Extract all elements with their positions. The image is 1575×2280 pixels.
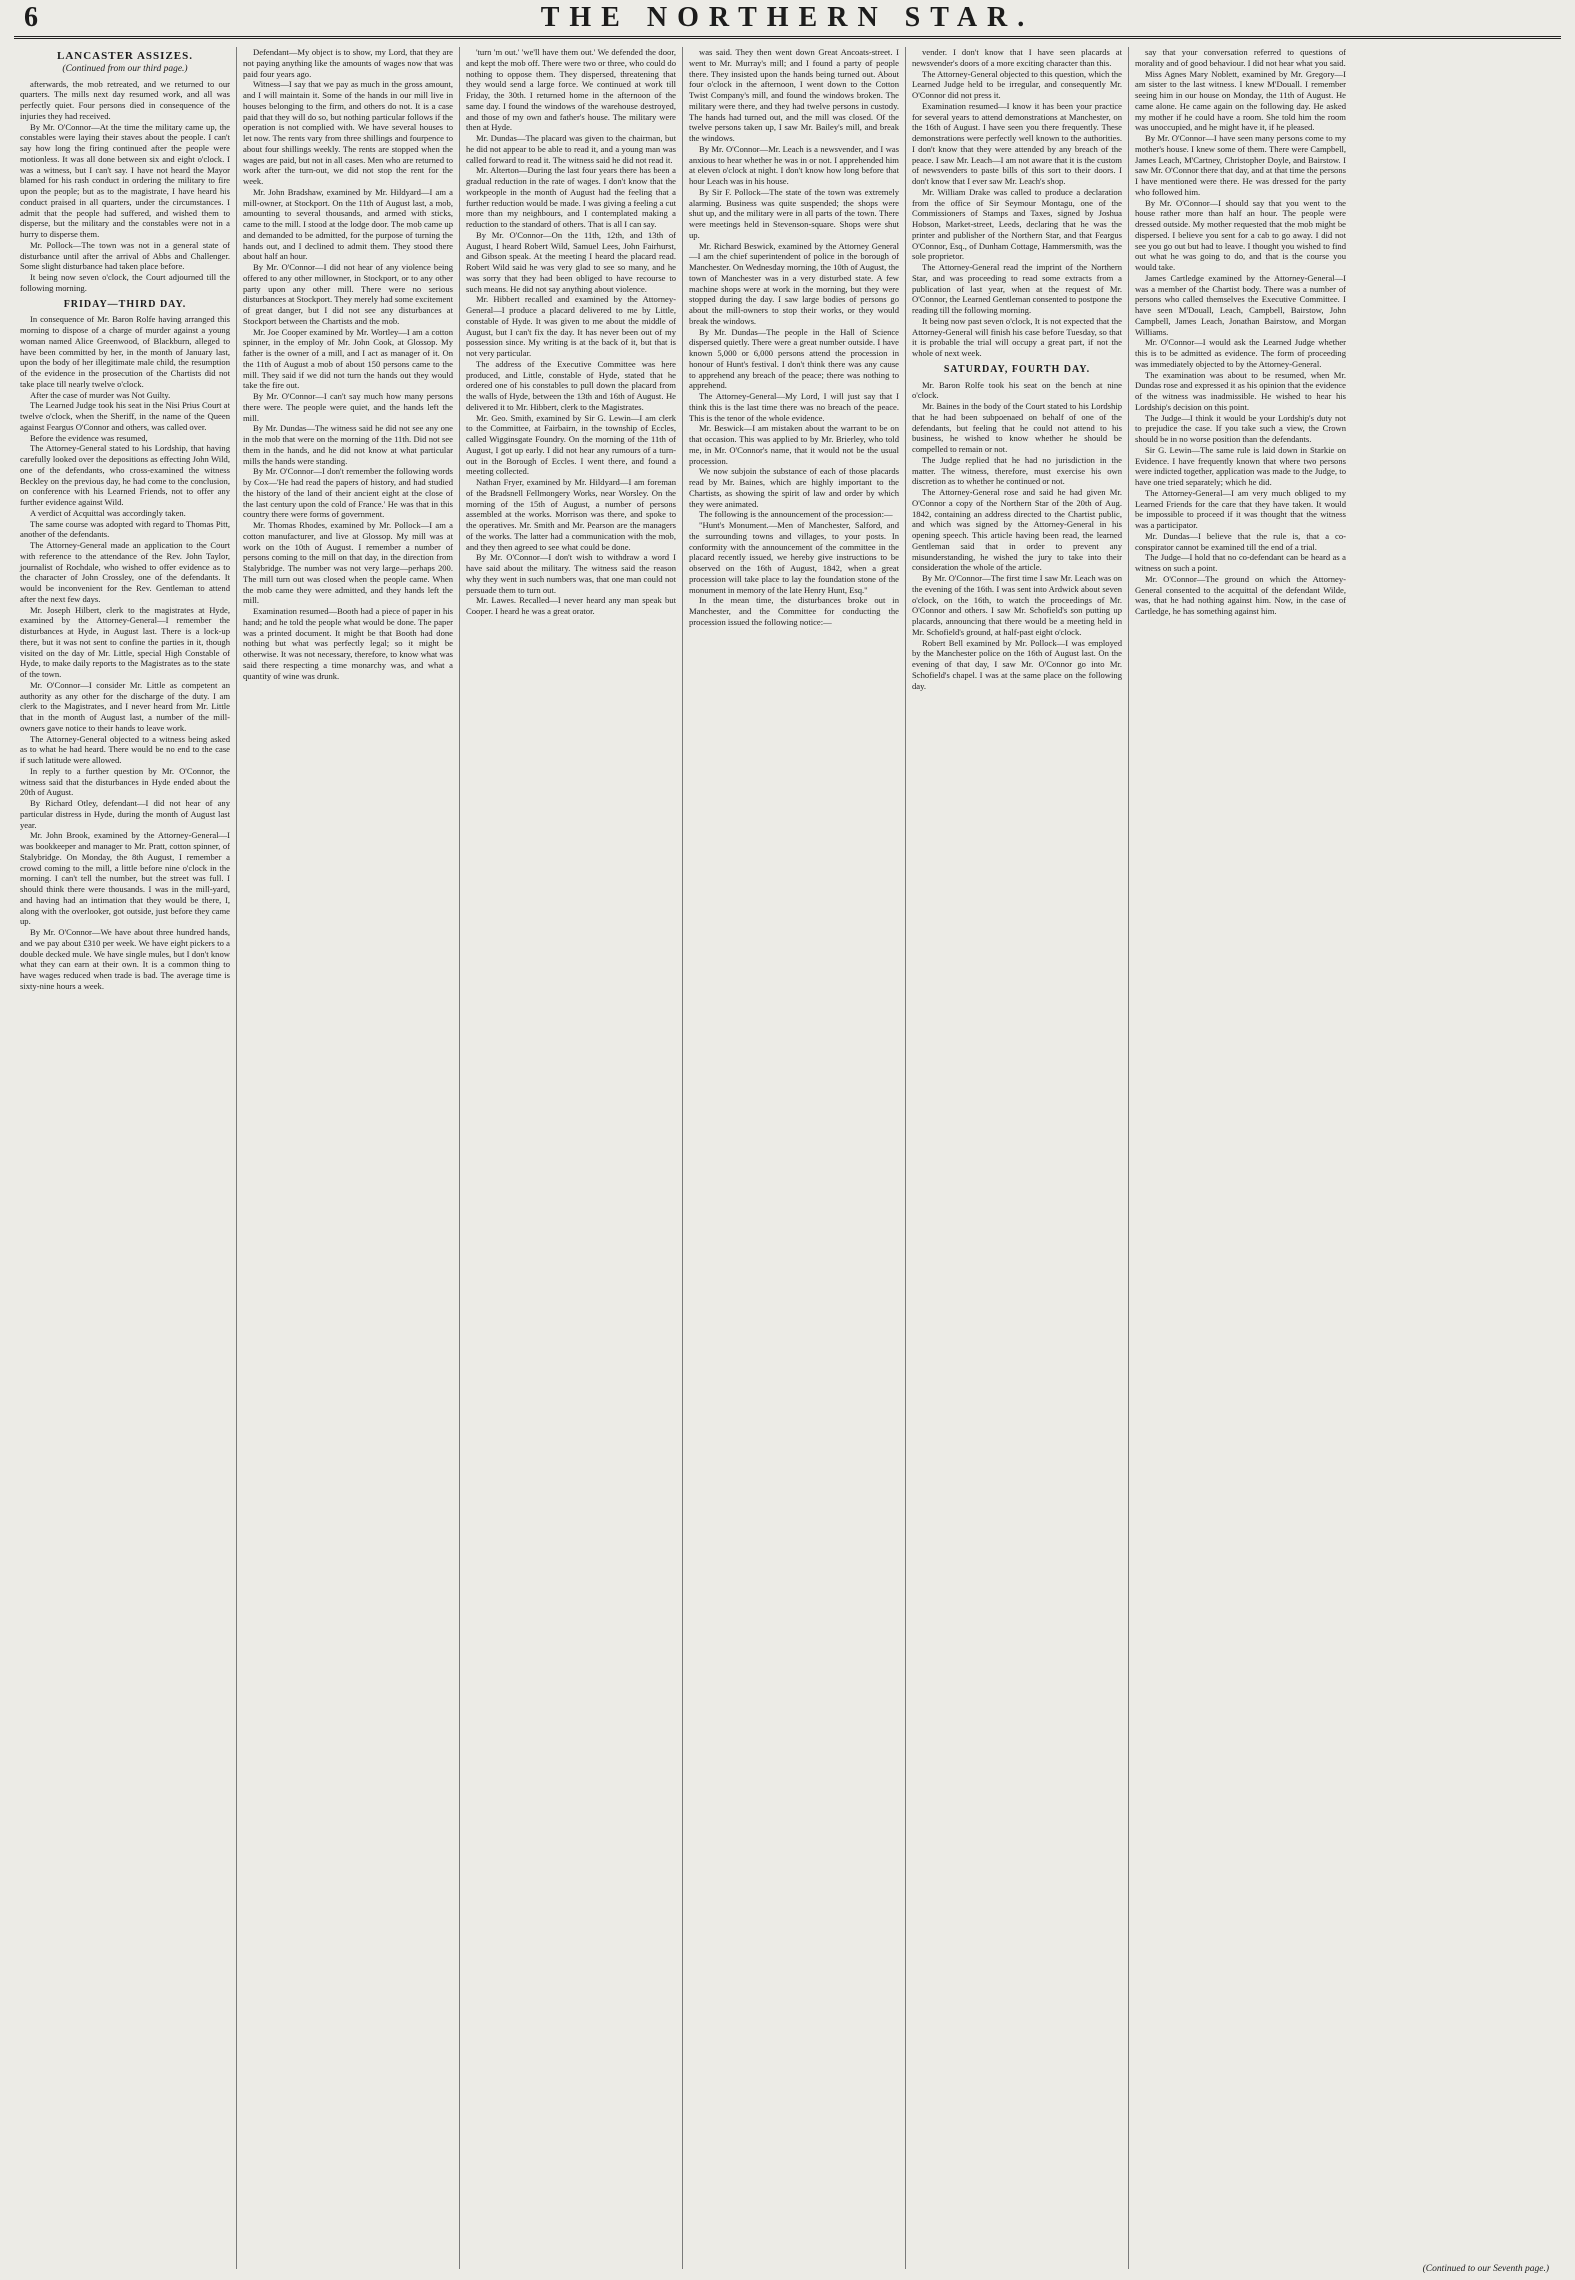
- paragraph: Nathan Fryer, examined by Mr. Hildyard—I am foreman of the Bradsnell Fellmongery Works, near Worsley. On the morning of the 15th of August, a number of persons assembled at the works. Morrison was there, and spoke to the operatives. Mr. Smith and Mr. Pearson are the managers of the works. The latter had a communication with the mob, and they then agreed to see what could be done.: [466, 477, 676, 552]
- page-number: 6: [24, 2, 38, 33]
- paragraph: Mr. Alterton—During the last four years there has been a gradual reduction in the rate of wages. I don't know that the workpeople in the month of August had the feeling that a further reduction would be made. I was giving a feeling a cut more than my neighbours, and I contemplated making a reduction to the standard of others. That is all I can say.: [466, 165, 676, 229]
- paragraph: Mr. Richard Beswick, examined by the Attorney General—I am the chief superintendent of police in the borough of Manchester. On Wednesday morning, the 10th of August, the town of Manchester was in a very disturbed state. A few machine shops were at work in the morning, but they were stopped during the day. I saw large bodies of persons go about the mill-owners to stop their works, or they would break the windows.: [689, 240, 899, 326]
- paragraph: By Mr. O'Connor—I have seen many persons come to my mother's house. I knew some of them. There were Campbell, James Leach, M'Cartney, Christopher Doyle, and Bairstow. I saw Mr. O'Connor there that day, and at that time the persons I have mentioned were there. He was dressed for the party who followed him.: [1135, 133, 1346, 197]
- paragraph: The Judge—I think it would be your Lordship's duty not to prejudice the case. If you take such a view, the Crown should be in no worse position than the defendants.: [1135, 412, 1346, 444]
- paragraph: The Attorney-General—I am very much obliged to my Learned Friends for the care that they have taken. It would be impossible to proceed if it was thought that the witness was a participator.: [1135, 487, 1346, 530]
- paragraph: The Attorney-General—My Lord, I will just say that I think this is the last time there was no breach of the peace. This is the tenor of the whole evidence.: [689, 391, 899, 423]
- paragraph: Mr. Baron Rolfe took his seat on the bench at nine o'clock.: [912, 379, 1122, 401]
- paragraph: It being now past seven o'clock, It is not expected that the Attorney-General will finish his case before Tuesday, so that it is probable the trial will occupy a great part, if not the whole of next week.: [912, 315, 1122, 358]
- paragraph: "Hunt's Monument.—Men of Manchester, Salford, and the surrounding towns and villages, to your posts. In conformity with the announcement of the committee in the placard recently issued, we hereby give instructions to be observed on the 16th of August, 1842, when a great procession will take place to lay the foundation stone of the monument in memory of the late Henry Hunt, Esq.": [689, 520, 899, 595]
- paragraph: By Richard Otley, defendant—I did not hear of any particular distress in Hyde, during the month of August last year.: [20, 798, 230, 830]
- continued-note-wrap: [1419, 2264, 1553, 2274]
- paragraph: Mr. Baines in the body of the Court stated to his Lordship that he had been subpoenaed on behalf of one of the defendants, but feeling that he could not attend to his business, he wished to know whether he should be compelled to remain or not.: [912, 401, 1122, 454]
- paragraph: Examination resumed—I know it has been your practice for several years to attend demonstrations at Manchester, on the 16th of August. I have seen you there frequently. These demonstrations were perfectly well known to the authorities. I don't know that they were attended by any breach of the peace. I saw Mr. Leach—I am not aware that it is the custom of newsvenders to paste bills of this sort to their doors. I don't know that I ever saw Mr. Leach's shop.: [912, 100, 1122, 186]
- paragraph: Miss Agnes Mary Noblett, examined by Mr. Gregory—I am sister to the last witness. I knew M'Douall. I remember seeing him in our house on Monday, the 11th of August. He came alone. He came again on the following day. He asked my mother if he could have a room. She told him the room was unoccupied, and he might have it, if he pleased.: [1135, 68, 1346, 133]
- paragraph: afterwards, the mob retreated, and we returned to our quarters. The mills next day resumed work, and all was perfectly quiet. Four persons died in consequence of the injuries they had received.: [20, 78, 230, 121]
- paragraph: say that your conversation referred to questions of morality and of good behaviour. I did not hear what you said.: [1135, 47, 1346, 68]
- paragraph: Mr. Geo. Smith, examined by Sir G. Lewin—I am clerk to the Committee, at Fairbairn, in the township of Eccles, called Wigginsgate Foundry. On the morning of the 11th of August, I got up early. I did not hear any rumours of a turn-out in the Borough of Eccles. I went there, and found a meeting collected.: [466, 412, 676, 477]
- continued-note: (Continued to our Seventh page.): [1422, 2264, 1549, 2274]
- column-5: [906, 47, 1129, 2269]
- paragraph: The Attorney-General objected to this question, which the Learned Judge held to be irregular, and consequently Mr. O'Connor did not press it.: [912, 68, 1122, 100]
- paragraph: By Mr. O'Connor—I can't say much how many persons there were. The people were quiet, and the hands left the mill.: [243, 391, 453, 423]
- paragraph: By Mr. O'Connor—I should say that you went to the house rather more than half an hour. The people were dressed outside. My mother requested that the mob might be dispersed. I believe you sent for a cab to go away. I did not see you go out but had to leave. I thought you wished to find out what he was going to do, and that is the course you would take.: [1135, 197, 1346, 272]
- paragraph: The same course was adopted with regard to Thomas Pitt, another of the defendants.: [20, 518, 230, 540]
- column-2: [237, 47, 460, 2269]
- paragraph: Mr. O'Connor—The ground on which the Attorney-General consented to the acquittal of the defendant Wilde, was, that he had nothing against him. Now, in the case of Cartledge, he has something against him.: [1135, 573, 1346, 616]
- paragraph: Mr. Thomas Rhodes, examined by Mr. Pollock—I am a cotton manufacturer, and live at Glossop. My mill was at work on the 10th of August. I remember a number of persons coming to the mill on that day, in the direction from Stalybridge. The number was not very large—perhaps 200. The mill turn out was closed when the people came. When the mob came they were admitted, and they hands left the mill.: [243, 520, 453, 606]
- paragraph: A verdict of Acquittal was accordingly taken.: [30, 507, 186, 518]
- paragraph: James Cartledge examined by the Attorney-General—I was a member of the Chartist body. There was a number of persons who called themselves the Executive Committee. I have seen M'Douall, Leach, Campbell, Bairstow, John Campbell, James Leach, Jonathan Bairstow, and Morgan Williams.: [1135, 272, 1346, 337]
- paragraph: Mr. Beswick—I am mistaken about the warrant to be on that occasion. This was applied to by Mr. Brierley, who told me, in Mr. O'Connor's name, that it would not be the usual procession.: [689, 423, 899, 466]
- paragraph: Mr. Lawes. Recalled—I never heard any man speak but Cooper. I heard he was a great orator.: [466, 595, 676, 616]
- paragraph: The Attorney-General rose and said he had given Mr. O'Connor a copy of the Northern Star of the 20th of Aug. 1842, containing an address directed to the Chartist public, and which was signed by the Attorney-General in his opening speech. This article having been read, the learned Gentleman said that in order to prevent any misunderstanding, he wished the jury to take into their consideration the whole of the article.: [912, 487, 1122, 573]
- paragraph: By Mr. O'Connor—We have about three hundred hands, and we pay about £310 per week. We have eight pickers to a double decked mule. We have single mules, but I don't know what they can earn at their own. It is a common thing to have wages reduced when trade is bad. The average time is sixty-nine hours a week.: [20, 927, 230, 991]
- column-3: [460, 47, 683, 2269]
- paragraph: The following is the announcement of the procession:—: [699, 509, 893, 520]
- column-4: [683, 47, 906, 2269]
- paragraph: Witness—I say that we pay as much in the gross amount, and I will maintain it. Some of the hands in our mill live in houses belonging to the firm, and others do not. It is a case paid that they will do so, but nothing particular follows if the operation is not complied with. We have several houses to let now. The rents vary from three shillings and fourpence to about four shillings weekly. The rents are stopped when the wages are paid, but not in all cases. Men who are returned to work after the turn-out, we did not stop the rent for the week.: [243, 79, 453, 186]
- section-heading-saturday: SATURDAY, FOURTH DAY.: [943, 363, 1091, 375]
- column-6: [1129, 47, 1352, 2269]
- section-heading-friday: FRIDAY—THIRD DAY.: [63, 298, 187, 310]
- article-subheading: (Continued from our third page.): [62, 63, 188, 74]
- paragraph: By Mr. O'Connor—On the 11th, 12th, and 13th of August, I heard Robert Wild, Samuel Lees, John Fairhurst, and Gibson speak. At the meeting I heard the placard read. Robert Wild said he was very glad to see so many, and he was sorry that they had been obliged to have recourse to such means. He did not say anything about violence.: [466, 229, 676, 294]
- paragraph: By Mr. Dundas—The witness said he did not see any one in the mob that were on the morning of the 11th. Did not see them in the hands, and he did not know at what particular mills the hands were standing.: [243, 423, 453, 466]
- paragraph: Mr. Pollock—The town was not in a general state of disturbance until after the arrival of Abbs and Challenger. Some slight disturbance had taken place before.: [20, 239, 230, 272]
- paragraph: By Mr. O'Connor—I don't remember the following words by Cox—'He had read the papers of history, and had studied the history of the land of their ancient eight at the close of the last century upon the cold of France.' He was that in this country there were forms of government.: [243, 466, 453, 520]
- paragraph: was said. They then went down Great Ancoats-street. I went to Mr. Murray's mill; and I found a party of people there. They insisted upon the hands being turned out. About four o'clock in the afternoon, I went down to the Cotton Twist Company's mill, and found the windows broken. The military were there, and they had twelve persons in custody. The hands had turned out, and the mill was closed. Of the twelve persons taken up, I saw Mr. Bailey's mill, and break the windows.: [689, 47, 899, 143]
- paragraph: Defendant—My object is to show, my Lord, that they are not paying anything like the amounts of wages now that was paid four years ago.: [243, 47, 453, 79]
- paragraph: In consequence of Mr. Baron Rolfe having arranged this morning to dispose of a charge of murder against a young woman named Alice Greenwood, of Blackburn, alleged to have been committed by her, in the month of January last, upon the body of her illegitimate male child, the resumption of the evidence in the prosecution of the Chartists did not take place till nearly twelve o'clock.: [20, 314, 230, 389]
- masthead: [14, 0, 1561, 39]
- article-heading: LANCASTER ASSIZES.: [57, 50, 193, 62]
- paragraph: In reply to a further question by Mr. O'Connor, the witness said that the disturbances in Hyde ended about the 20th of August.: [20, 765, 230, 798]
- paragraph: The Attorney-General stated to his Lordship, that having carefully looked over the depositions as effecting John Wild, one of the defendants, who cross-examined the witness Beckley on the previous day, he had come to the conclusion, on conference with his Learned Friends, not to offer any further evidence against Wild.: [20, 443, 230, 507]
- paragraph: By Mr. O'Connor—Mr. Leach is a newsvender, and I was anxious to hear whether he was in or not. I apprehended him at eleven o'clock at night. I don't know how long before that hour Leach was in his house.: [689, 143, 899, 186]
- paragraph: The examination was about to be resumed, when Mr. Dundas rose and expressed it as his opinion that the evidence of the witness was inadmissible. He wished to hear his Lordship's decision on this point.: [1135, 369, 1346, 412]
- paragraph: Mr. Joseph Hilbert, clerk to the magistrates at Hyde, examined by the Attorney-General—I remember the disturbances at Hyde, in August last. There is a lock-up there, but it was not sent to confine the parties in it, though visited on the day of Mr. Little, special High Constable of Hyde, to make daily reports to the Magistrates as to the state of the town.: [20, 604, 230, 679]
- paragraph: The Judge replied that he had no jurisdiction in the matter. The witness, therefore, must exercise his own discretion as to whether he continued or not.: [912, 454, 1122, 487]
- paragraph: Sir G. Lewin—The same rule is laid down in Starkie on Evidence. I have frequently known that where two persons were indicted together, application was made to the Judge, to have one tried separately; which he did.: [1135, 444, 1346, 487]
- paragraph: Robert Bell examined by Mr. Pollock—I was employed by the Manchester police on the 16th of August last. On the evening of that day, I saw Mr. O'Connor go into Mr. Schofield's chapel. I was at the same place on the following day.: [912, 637, 1122, 691]
- paragraph: The Attorney-General made an application to the Court with reference to the attendance of the Rev. John Taylor, journalist of Rochdale, who wished to offer evidence as to the character of John Crossley, one of the defendants. It would be inconvenient for the Rev. Gentleman to attend after the next few days.: [20, 540, 230, 604]
- column-1: [14, 47, 237, 2269]
- paragraph: vender. I don't know that I have seen placards at newsvender's doors of a more exciting character than this.: [912, 47, 1122, 68]
- paragraph: After the case of murder was Not Guilty.: [30, 389, 171, 400]
- paragraph: Mr. John Brook, examined by the Attorney-General—I was bookkeeper and manager to Mr. Pratt, cotton spinner, of Stalybridge. On Monday, the 8th August, I remember a crowd coming to the mill, a little before nine o'clock in the morning. I can't tell the number, but the street was full. I should think there were thousands. I was in the mill-yard, and having had an intimation that they would be there, I, along with the overlooker, got outside, just before they came up.: [20, 830, 230, 927]
- newspaper-title: THE NORTHERN STAR.: [540, 2, 1035, 33]
- paragraph: By Mr. Dundas—The people in the Hall of Science dispersed quietly. There were a great number outside. I have known 5,000 or 6,000 persons attend the procession in honour of Hunt's festival. I don't think there was any cause to apprehend any breach of the peace; there was nothing to apprehend.: [689, 326, 899, 391]
- paragraph: Mr. O'Connor—I would ask the Learned Judge whether this is to be admitted as evidence. The form of proceeding was immediately objected to by the Attorney-General.: [1135, 337, 1346, 369]
- paragraph: In the mean time, the disturbances broke out in Manchester, and the Committee for conducting the procession issued the following notice:—: [689, 595, 899, 627]
- paragraph: The Judge—I hold that no co-defendant can be heard as a witness on such a point.: [1135, 552, 1346, 573]
- paragraph: By Mr. O'Connor—The first time I saw Mr. Leach was on the evening of the 16th. I was sent into Ardwick about seven o'clock, on the 16th, to watch the proceedings of Mr. O'Connor and others. I saw Mr. Schofield's son putting up placards, announcing that there would be a meeting held in Mr. Schofield's ground, at half-past eight o'clock.: [912, 573, 1122, 637]
- paragraph: 'turn 'm out.' 'we'll have them out.' We defended the door, and kept the mob off. There were two or three, who could do nothing to oppose them. They dispersed, threatening that they would send a large force. We continued at work till Friday, the 30th. I returned home in the afternoon of the same day. I found the windows of the warehouse destroyed, and those of my own and father's house. The military were then at Hyde.: [466, 47, 676, 133]
- paragraph: By Sir F. Pollock—The state of the town was extremely alarming. Business was quite suspended; the shops were shut up, and the military were in all parts of the town. There were meetings held in Stevenson-square. Shops were shut up.: [689, 186, 899, 240]
- paragraph: Mr. O'Connor—I consider Mr. Little as competent an authority as any other for the discharge of the duty. I am clerk to the Magistrates, and I never heard from Mr. Little that in the month of August last, a number of the mill-owners gave notice to their hands to leave work.: [20, 679, 230, 733]
- paragraph: By Mr. O'Connor—I did not hear of any violence being offered to any other millowner, in Stockport, or to any other party upon any other mill. There were no serious disturbances at Stockport. They merely had some excitement of great danger, but I did not see any disturbances at Stockport between the Chartists and the mob.: [243, 262, 453, 326]
- paragraph: Examination resumed—Booth had a piece of paper in his hand; and he told the people what would be done. The paper was a printed document. It might be that Booth had done nothing but what was perfectly legal; so it might be otherwise. It was not necessary, therefore, to know what was said there respecting a time monarchy was, and what a quantity of wine was drunk.: [243, 606, 453, 681]
- paragraph: By Mr. O'Connor—At the time the military came up, the constables were laying their staves about the people. I can't say how long the firing continued after the people were motionless. It was all done between six and eight o'clock. I was a witness, but I can't say. I have not heard the Mayor blamed for his rash conduct in ordering the military to fire upon the people; but as to the magistrate, I have heard his conduct praised in all quarters, under the circumstances. I admit that the people had suffered, and wished them to disperse, but the military and the constables were not in a hurry to disperse them.: [20, 121, 230, 239]
- paragraph: The address of the Executive Committee was here produced, and Little, constable of Hyde, stated that he ordered one of his constables to pull down the placard from the walls of Hyde, between the 13th and 16th of August. He delivered it to Mr. Hibbert, clerk to the Magistrates.: [466, 358, 676, 412]
- paragraph: By Mr. O'Connor—I don't wish to withdraw a word I have said about the military. The witness said the reason why they went in such numbers was, that one man could not persuade them to turn out.: [466, 552, 676, 595]
- paragraph: We now subjoin the substance of each of those placards read by Mr. Baines, which are highly important to the Chartists, as showing the spirit of law and order by which they were animated.: [689, 466, 899, 509]
- paragraph: Mr. Joe Cooper examined by Mr. Wortley—I am a cotton spinner, in the employ of Mr. John Cook, at Glossop. My father is the owner of a mill, and I act as manager of it. On the 11th of August a mob of about 150 persons came to the mill. They said if we did not turn the hands out they would take the fire out.: [243, 326, 453, 391]
- paragraph: Mr. Dundas—I believe that the rule is, that a co-conspirator cannot be examined till the end of a trial.: [1135, 530, 1346, 552]
- columns-container: [14, 47, 1561, 2269]
- paragraph: Mr. Dundas—The placard was given to the chairman, but he did not appear to be able to read it, and a young man was called forward to read it. The witness said he did not read it.: [466, 133, 676, 165]
- paragraph: Mr. Hibbert recalled and examined by the Attorney-General—I produce a placard delivered to me by Little, constable of Hyde. It was given to me about the middle of August, but I can't fix the day. It has never been out of my possession since. My writing is at the back of it, but that is not very particular.: [466, 294, 676, 358]
- paragraph: It being now seven o'clock, the Court adjourned till the following morning.: [20, 272, 230, 293]
- paragraph: The Learned Judge took his seat in the Nisi Prius Court at twelve o'clock, when the Sheriff, in the name of the Queen against Feargus O'Connor and others, was called over.: [20, 400, 230, 432]
- paragraph: Mr. William Drake was called to produce a declaration from the office of Sir Seymour Montagu, one of the Commissioners of Stamps and Taxes, signed by Joshua Hobson, Market-street, Leeds, declaring that he was the printer and publisher of the Northern Star, and that Feargus O'Connor, Esq., of Dunham Cottage, Hammersmith, was the sole proprietor.: [912, 186, 1122, 262]
- paragraph: Mr. John Bradshaw, examined by Mr. Hildyard—I am a mill-owner, at Stockport. On the 11th of August last, a mob, amounting to several thousands, and armed with sticks, came to the mill. I stood at the lodge door. The mob came up and demanded to be admitted, for the purpose of turning the hands out, and I declined to admit them. They stood there about half an hour.: [243, 186, 453, 262]
- paragraph: The Attorney-General read the imprint of the Northern Star, and was proceeding to read some extracts from a publication of last year, when at the request of Mr. O'Connor, the Learned Gentleman consented to postpone the reading till the following morning.: [912, 262, 1122, 315]
- paragraph: Before the evidence was resumed,: [30, 432, 148, 443]
- paragraph: The Attorney-General objected to a witness being asked as to what he had heard. There would be no end to the case if such latitude were allowed.: [20, 733, 230, 765]
